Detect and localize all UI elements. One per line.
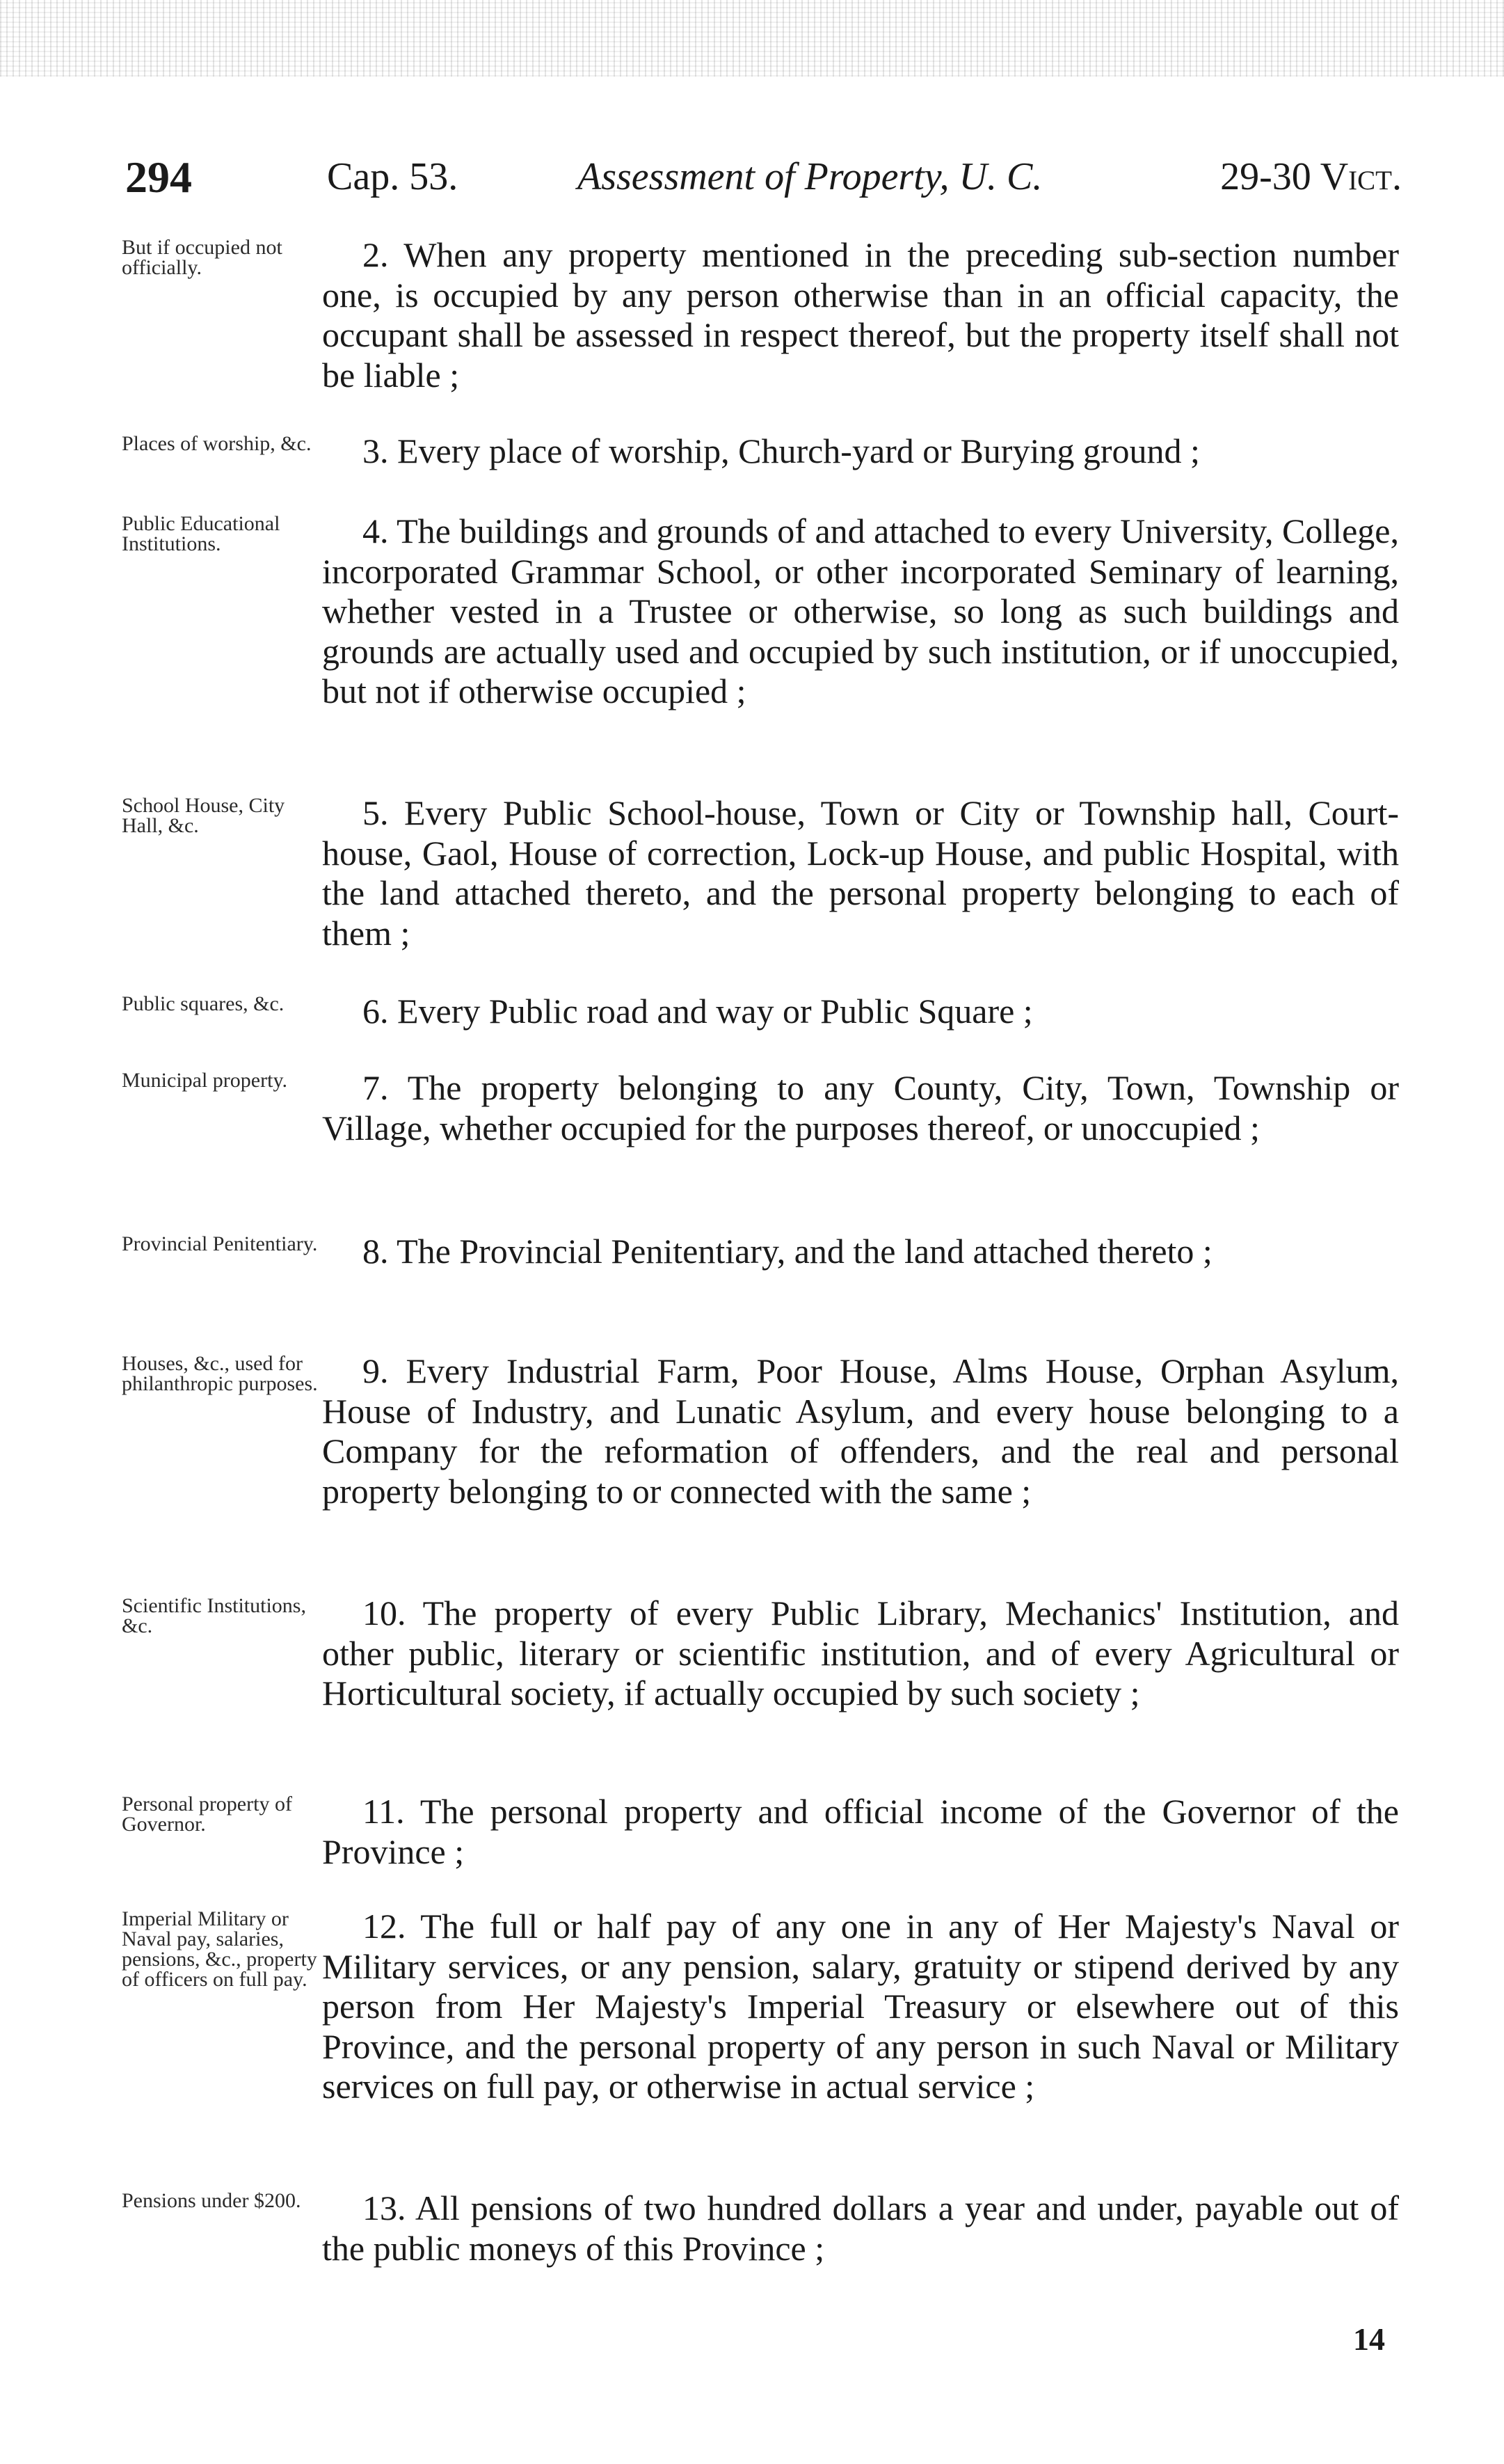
- margin-note: But if occupied not officially.: [122, 236, 282, 279]
- section-text: 7. The property belonging to any County, City, Town, Township or Village, whether occupied for the purposes thereof, or unoccupied ;: [322, 1068, 1399, 1147]
- section-text: 8. The Provincial Penitentiary, and the land attached thereto ;: [362, 1232, 1213, 1271]
- margin-note: Places of worship, &c.: [122, 432, 312, 455]
- section-text: 11. The personal property and official income of the Governor of the Province ;: [322, 1792, 1399, 1871]
- margin-note: Municipal property.: [122, 1069, 287, 1092]
- margin-note: School House, City Hall, &c.: [122, 794, 285, 837]
- signature-mark: 14: [1353, 2321, 1385, 2357]
- margin-note: Imperial Military or Naval pay, salaries, pensions, &c., property of officers on full pay.: [122, 1907, 317, 1991]
- scan-noise-strip: [0, 0, 1504, 77]
- section-text: 2. When any property mentioned in the preceding sub-section number one, is occupied by any person otherwise than in an official capacity, the occupant shall be assessed in respect thereof, but the property itself shall not be liable ;: [322, 235, 1399, 395]
- margin-note: Personal property of Governor.: [122, 1793, 292, 1836]
- running-header: [125, 152, 1402, 207]
- section-text: 12. The full or half pay of any one in any of Her Majesty's Naval or Military services, or any pension, salary, gratuity or stipend derived by any person from Her Majesty's Imperial Treasury or elsewhere out of this Province, and the personal property of any person in such Naval or Military services on full pay, or otherwise in actual service ;: [322, 1907, 1399, 2106]
- section-text: 9. Every Industrial Farm, Poor House, Alms House, Orphan Asylum, House of Industry, and Lunatic Asylum, and every house belonging to a Company for the reformation of offenders, and the real and personal property belonging to or connected with the same ;: [322, 1351, 1399, 1511]
- section-text: 10. The property of every Public Library, Mechanics' Institution, and other public, literary or scientific institution, and of every Agricultural or Horticultural society, if actually occupied by such society ;: [322, 1593, 1399, 1712]
- section-text: 6. Every Public road and way or Public Square ;: [362, 992, 1033, 1031]
- section-text: 4. The buildings and grounds of and attached to every University, College, incorporated Grammar School, or other incorporated Seminary of learning, whether vested in a Trustee or otherwise, so long as such buildings and grounds are actually used and occupied by such institution, or if unoccupied, but not if otherwise occupied ;: [322, 511, 1399, 710]
- regnal-year: 29-30 Vict.: [1220, 155, 1402, 198]
- margin-note: Houses, &c., used for philanthropic purposes.: [122, 1352, 318, 1395]
- margin-note: Provincial Penitentiary.: [122, 1232, 318, 1255]
- section-text: 3. Every place of worship, Church-yard or Burying ground ;: [362, 431, 1200, 470]
- margin-note: Public Educational Institutions.: [122, 512, 280, 555]
- section-text: 13. All pensions of two hundred dollars a year and under, payable out of the public moneys of this Province ;: [322, 2188, 1399, 2268]
- margin-note: Public squares, &c.: [122, 992, 285, 1015]
- chapter-label: Cap. 53.: [327, 155, 458, 198]
- section-text: 5. Every Public School-house, Town or City or Township hall, Court-house, Gaol, House of correction, Lock-up House, and public Hospital, with the land attached thereto, and the personal property belonging to each of them ;: [322, 793, 1399, 953]
- page-number: 294: [125, 152, 192, 202]
- margin-note: Scientific Institutions, &c.: [122, 1594, 306, 1637]
- running-title: Assessment of Property, U. C.: [577, 155, 1043, 198]
- margin-note: Pensions under $200.: [122, 2189, 301, 2212]
